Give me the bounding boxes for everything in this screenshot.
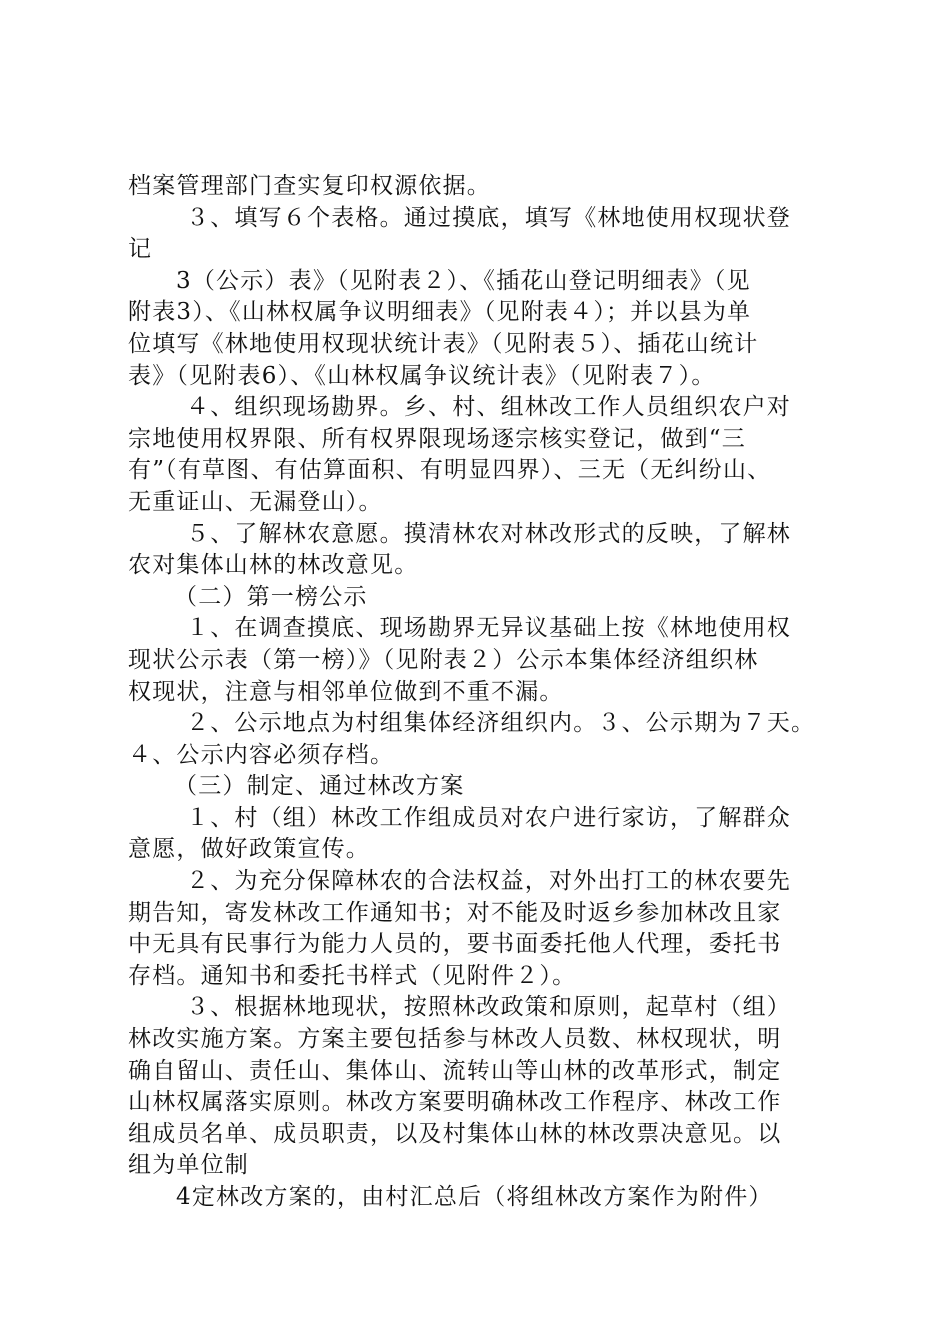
text-line: ３、根据林地现状，按照林改政策和原则，起草村（组）: [186, 994, 791, 1021]
text-line: 权现状，注意与相邻单位做到不重不漏。: [128, 678, 564, 705]
text-line: 记: [128, 236, 153, 263]
text-line: 档案管理部门查实复印权源依据。: [128, 173, 491, 199]
text-line: ２、为充分保障林农的合法权益，对外出打工的林农要先: [186, 868, 791, 895]
text-line: 表》（见附表6）、《山林权属争议统计表》（见附表７）。: [128, 362, 716, 389]
text-line: 有”（有草图、有估算面积、有明显四界）、三无（无纠纷山、: [128, 457, 772, 484]
text-line: 附表3）、《山林权属争议明细表》（见附表４）；并以县为单: [128, 299, 752, 326]
text-line: ４、组织现场勘界。乡、村、组林改工作人员组织农户对: [186, 394, 791, 421]
text-line: 组为单位制: [128, 1152, 249, 1179]
text-line: 林改实施方案。方案主要包括参与林改人员数、林权现状，明: [128, 1026, 782, 1053]
section-heading: （二）第一榜公示: [174, 583, 368, 610]
text-line: 农对集体山林的林改意见。: [128, 552, 419, 579]
text-line: 现状公示表（第一榜）》（见附表２）公示本集体经济组织林: [128, 646, 759, 673]
text-line: 期告知，寄发林改工作通知书；对不能及时返乡参加林改且家: [128, 899, 782, 926]
text-line: 无重证山、无漏登山）。: [128, 488, 383, 515]
text-line: １、在调查摸底、现场勘界无异议基础上按《林地使用权: [186, 615, 791, 642]
text-line: ４、公示内容必须存档。: [128, 741, 395, 768]
document-body: [128, 171, 840, 1214]
text-line: 4定林改方案的，由村汇总后（将组林改方案作为附件）: [176, 1184, 773, 1210]
text-line: ５、了解林农意愿。摸清林农对林改形式的反映，了解林: [186, 520, 791, 547]
text-line: 山林权属落实原则。林改方案要明确林改工作程序、林改工作: [128, 1089, 782, 1116]
text-line: ２、公示地点为村组集体经济组织内。３、公示期为７天。: [186, 710, 816, 737]
text-line: 宗地使用权界限、所有权界限现场逐宗核实登记，做到“三: [128, 425, 746, 452]
text-line: 确自留山、责任山、集体山、流转山等山林的改革形式，制定: [128, 1057, 782, 1084]
text-line: 位填写《林地使用权现状统计表》（见附表５）、插花山统计: [128, 330, 759, 357]
section-heading: （三）制定、通过林改方案: [174, 773, 465, 800]
text-line: 中无具有民事行为能力人员的，要书面委托他人代理，委托书: [128, 931, 782, 958]
text-line: 组成员名单、成员职责，以及村集体山林的林改票决意见。以: [128, 1120, 782, 1147]
text-line: ３、填写６个表格。通过摸底，填写《林地使用权现状登: [186, 204, 791, 231]
text-line: １、村（组）林改工作组成员对农户进行家访，了解群众: [186, 804, 791, 831]
text-line: 3（公示）表》（见附表２）、《插花山登记明细表》（见: [176, 267, 751, 294]
text-line: 存档。通知书和委托书样式（见附件２）。: [128, 962, 577, 989]
text-line: 意愿，做好政策宣传。: [128, 836, 370, 863]
